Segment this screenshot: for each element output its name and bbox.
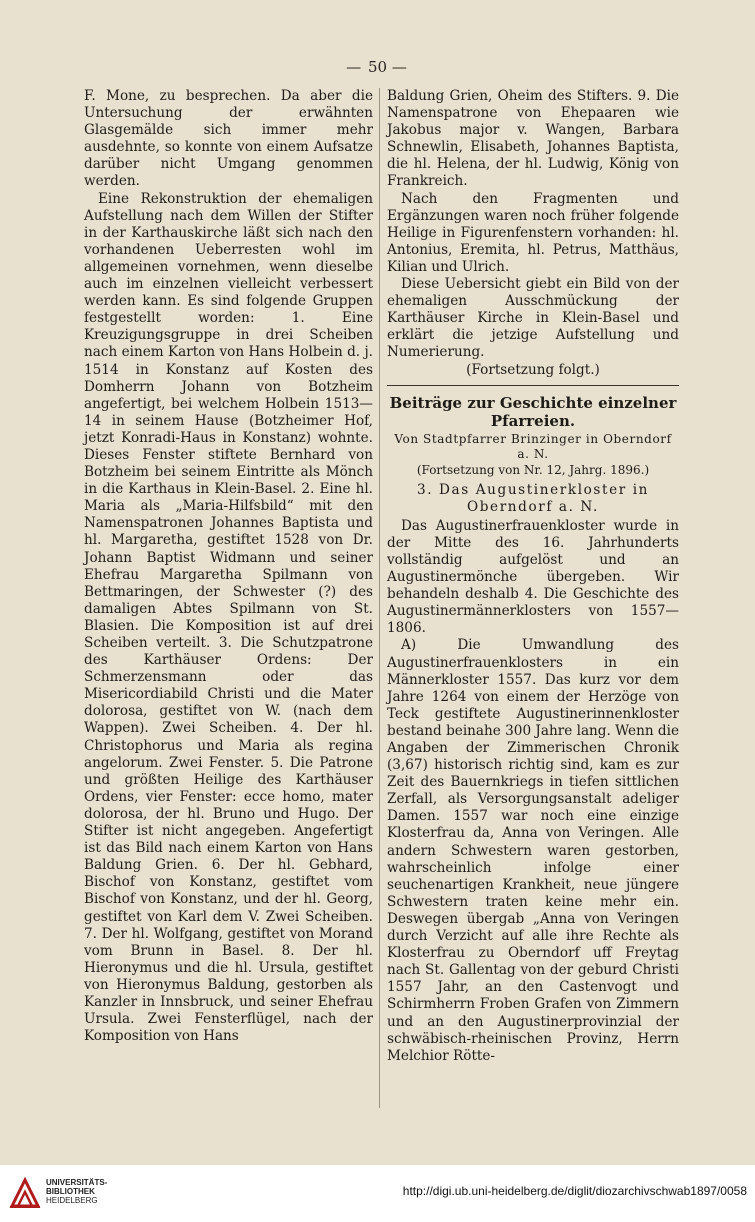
library-line-3: HEIDELBERG bbox=[46, 1196, 98, 1205]
section-rule bbox=[387, 385, 679, 386]
right-paragraph-3: Diese Uebersicht giebt ein Bild von der ehemaligen Ausschmückung der Karthäuser Kirche in Klein-Basel und erklärt die jetzige Aufstellung und Numerierung. bbox=[387, 276, 679, 361]
right-continuation: Baldung Grien, Oheim des Stifters. 9. Die Namenspatrone von Ehepaaren wie Jakobus major v. Wangen, Barbara Schnewlin, Elisabeth, Johannes Baptista, die hl. Helena, der hl. Ludwig, König von Frankreich. bbox=[387, 88, 679, 190]
footer-bar bbox=[0, 1165, 755, 1222]
page-number: — 50 — bbox=[346, 58, 409, 76]
continued-note: (Fortsetzung folgt.) bbox=[466, 361, 600, 378]
right-column bbox=[387, 88, 679, 1065]
subtitle: 3. Das Augustinerkloster in Oberndorf a. N. bbox=[416, 481, 650, 515]
section-title: Beiträge zur Geschichte einzelner Pfarreien. bbox=[389, 393, 677, 430]
source-url[interactable]: http://digi.ub.uni-heidelberg.de/diglit/diozarchivschwab1897/0058 bbox=[402, 1184, 747, 1198]
byline: Von Stadtpfarrer Brinzinger in Oberndorf a. N. bbox=[394, 431, 672, 461]
library-line-1: UNIVERSITÄTS- bbox=[46, 1178, 108, 1187]
intro-paragraph: Das Augustinerfrauenkloster wurde in der Mitte des 16. Jahrhunderts vollständig aufgelöst und an Augustinermönche übergeben. Wir behandeln deshalb 4. Die Geschichte des Augustinermännerklosters von 1557—1806. bbox=[387, 517, 679, 637]
left-paragraph-1: F. Mone, zu besprechen. Da aber die Untersuchung der erwähnten Glasgemälde sich immer mehr ausdehnte, so konnte von einem Aufsatze darüber nicht Umgang genommen werden. bbox=[84, 88, 373, 190]
library-name bbox=[46, 1178, 107, 1205]
left-paragraph-2: Eine Rekonstruktion der ehemaligen Aufstellung nach dem Willen der Stifter in der Karthauskirche läßt sich nach den vorhandenen Ueberresten wohl im allgemeinen vornehmen, wenn dieselbe auch im einzelnen vielleicht verbessert werden kann. Es sind folgende Gruppen festgestellt worden: 1. Eine Kreuzigungsgruppe in drei Scheiben nach einem Karton von Hans Holbein d. j. 1514 in Konstanz auf Kosten des Domherrn Johann von Botzheim angefertigt, bei welchem Holbein 1513—14 in seinem Hause (Botzheimer Hof, jetzt Konradi-Haus in Konstanz) wohnte. Dieses Fenster stiftete Bernhard von Botzheim bei seinem Eintritte als Mönch in die Karthaus in Klein-Basel. 2. Eine hl. Maria als „Maria-Hilfsbild“ mit den Namenspatronen Johannes Baptista und hl. Margaretha, gestiftet 1528 von Dr. Johann Baptist Widmann und seiner Ehefrau Margaretha Spilmann von Bettmaringen, der Schwester (?) des damaligen Abtes Spilmann von St. Blasien. Die Komposition ist auf drei Scheiben verteilt. 3. Die Schutzpatrone des Karthäuser Ordens: Der Schmerzensmann oder das Misericordiabild Christi und die Mater dolorosa, gestiftet von W. (nach dem Wappen). Zwei Scheiben. 4. Der hl. Christophorus und Maria als regina angelorum. Zwei Fenster. 5. Die Patrone und größten Heilige des Karthäuser Ordens, vier Fenster: ecce homo, mater dolorosa, der hl. Bruno und Hugo. Der Stifter ist nicht angegeben. Angefertigt ist das Bild nach einem Karton von Hans Baldung Grien. 6. Der hl. Gebhard, Bischof von Konstanz, gestiftet vom Bischof von Konstanz, und der hl. Georg, gestiftet von Karl dem V. Zwei Scheiben. 7. Der hl. Wolfgang, gestiftet von Morand vom Brunn in Basel. 8. Der hl. Hieronymus und die hl. Ursula, gestiftet von Hieronymus Baldung, gestorben als Kanzler in Innsbruck, und seiner Ehefrau Ursula. Zwei Fensterflügel, nach der Komposition von Hans bbox=[84, 190, 373, 1045]
right-paragraph-2: Nach den Fragmenten und Ergänzungen waren noch früher folgende Heilige in Figurenfenstern vorhanden: hl. Antonius, Eremita, hl. Petrus, Matthäus, Kilian und Ulrich. bbox=[387, 190, 679, 275]
library-logo-icon bbox=[8, 1176, 42, 1210]
continuation-note: (Fortsetzung von Nr. 12, Jahrg. 1896.) bbox=[416, 462, 650, 477]
section-a-paragraph: A) Die Umwandlung des Augustinerfrauenklosters in ein Männerkloster 1557. Das kurz vor dem Jahre 1264 von einem der Herzöge von Teck gestiftete Augustinerinnenkloster bestand beinahe 300 Jahre lang. Wenn die Angaben der Zimmerischen Chronik (3,67) historisch richtig sind, kam es zur Zeit des Bauernkriegs in tiefen sittlichen Zerfall, als Versorgungsanstalt adeliger Damen. 1557 war noch eine einzige Klosterfrau da, Anna von Veringen. Alle andern Schwestern waren gestorben, wahrscheinlich infolge einer seuchenartigen Krankheit, neue jüngere Schwestern traten keine mehr ein. Deswegen übergab „Anna von Veringen durch Verzicht auf alle ihre Rechte als Klosterfrau zu Oberndorf uff Freytag nach St. Gallentag von der geburd Christi 1557 Jahr, an den Castenvogt und Schirmherrn Froben Grafen von Zimmern und an den Augustinerprovinzial der schwäbisch-rheinischen Provinz, Herrn Melchior Rötte- bbox=[387, 637, 679, 1064]
library-line-2: BIBLIOTHEK bbox=[46, 1187, 95, 1196]
left-column bbox=[84, 88, 373, 1045]
column-divider bbox=[379, 88, 380, 1108]
